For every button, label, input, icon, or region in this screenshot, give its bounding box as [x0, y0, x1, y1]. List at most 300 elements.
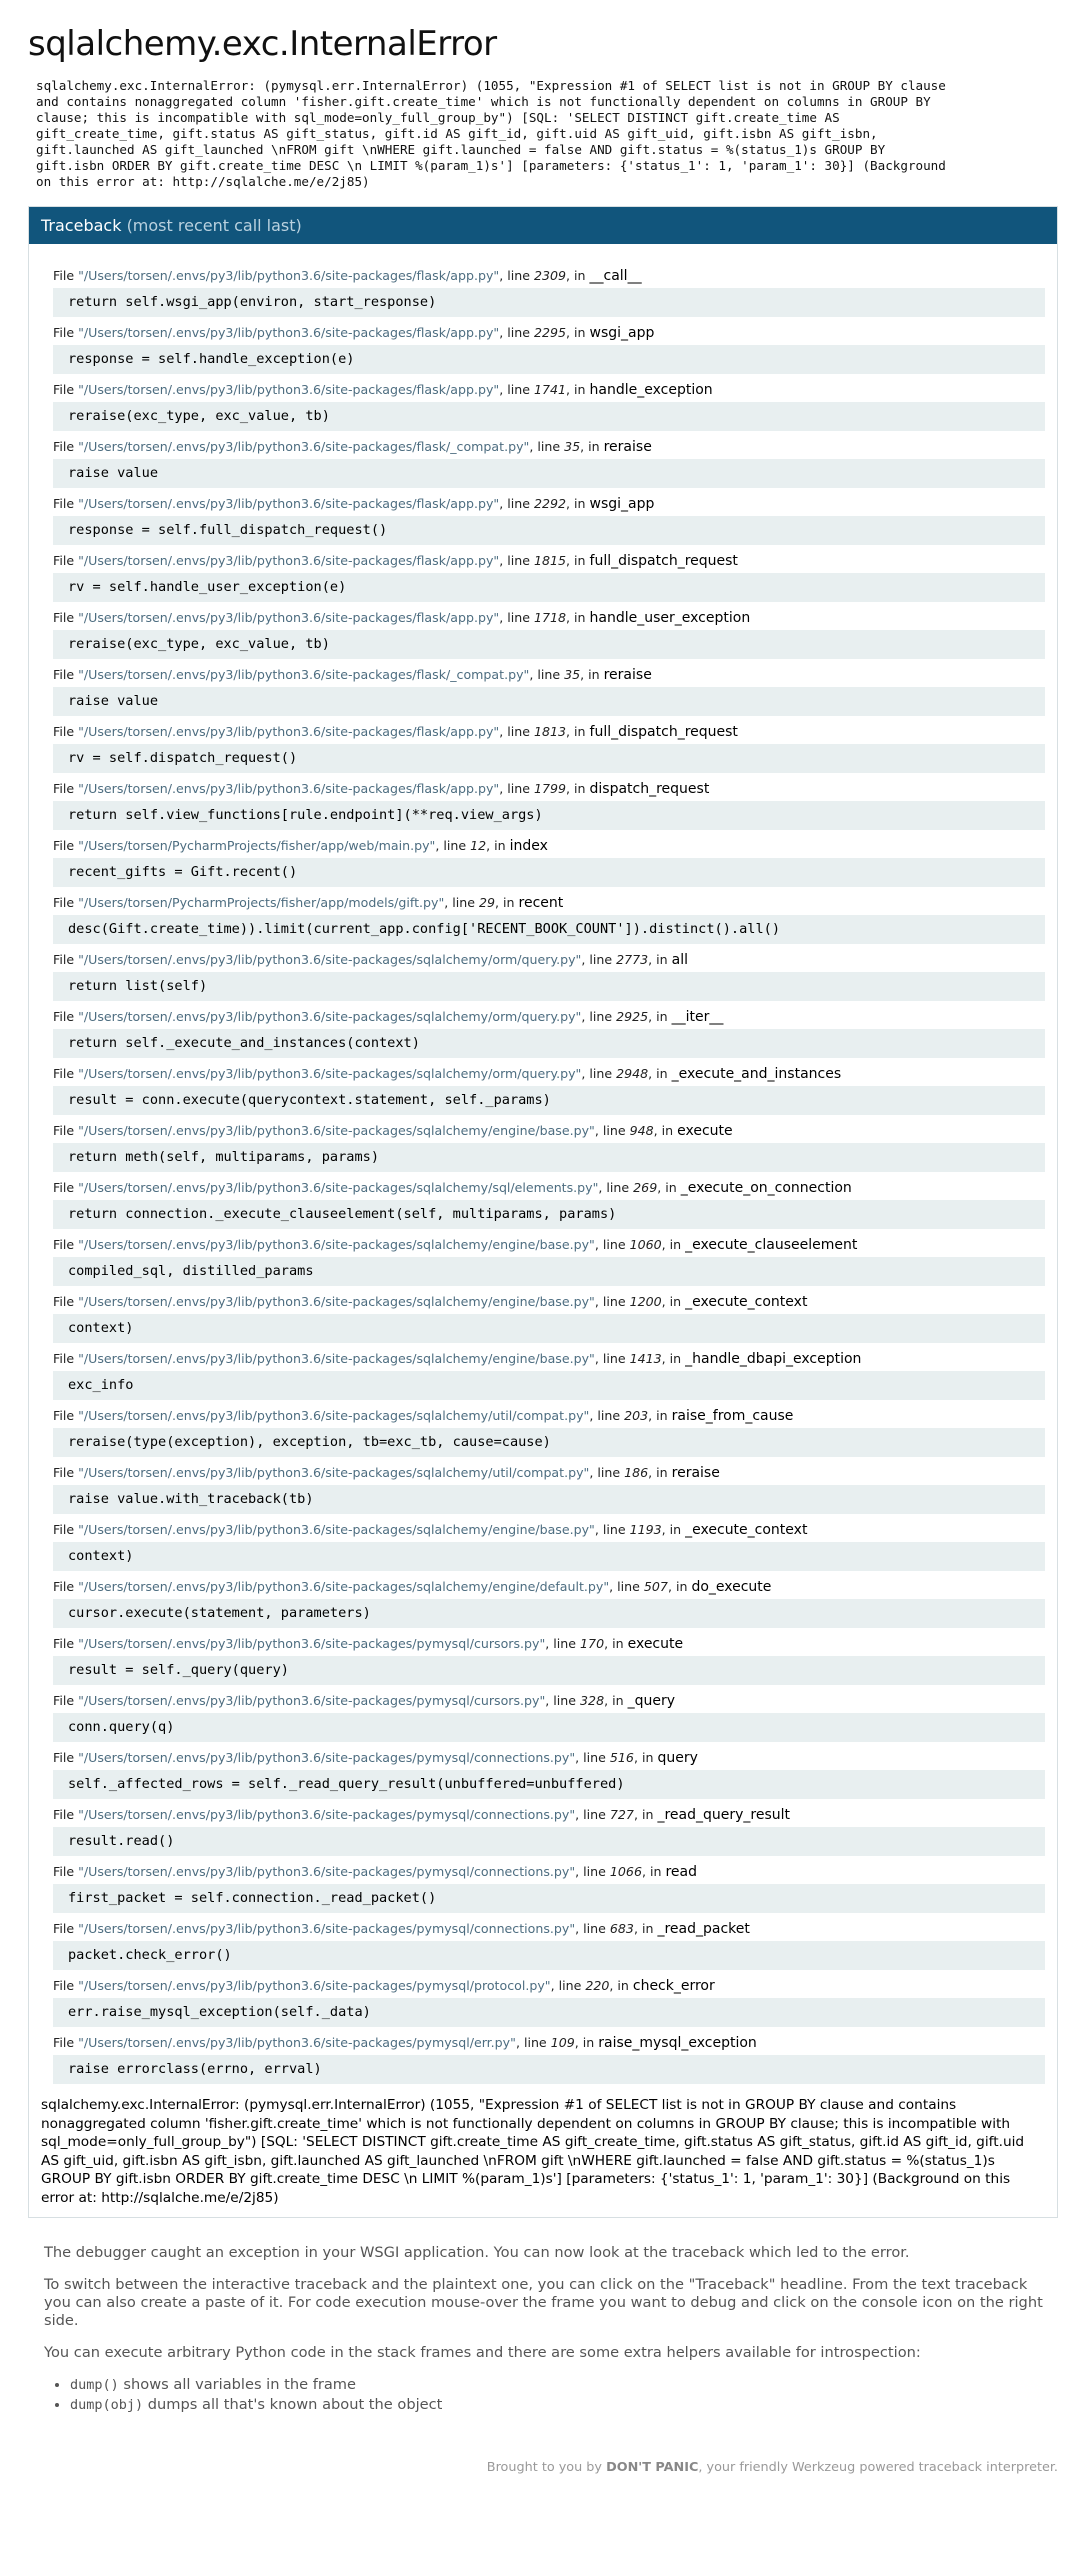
frame-in-prefix: , in [641, 1864, 666, 1879]
frame-filename: "/Users/torsen/.envs/py3/lib/python3.6/site-packages/flask/_compat.py" [78, 439, 530, 454]
frame-line-number: 1413 [629, 1351, 662, 1366]
traceback-frame[interactable] [53, 834, 1045, 887]
frame-header [53, 1689, 1045, 1713]
traceback-frame[interactable] [53, 1290, 1045, 1343]
frame-source-line[interactable]: response = self.full_dispatch_request() [53, 516, 1045, 545]
traceback-panel [28, 206, 1058, 2218]
frame-line-number: 35 [564, 667, 581, 682]
frame-header [53, 1347, 1045, 1371]
frame-header [53, 663, 1045, 687]
frame-header [53, 1746, 1045, 1770]
frame-file-prefix: File [53, 781, 79, 796]
frame-line-prefix: , line [594, 1294, 630, 1309]
frame-file-prefix: File [53, 1123, 79, 1138]
traceback-frame[interactable] [53, 663, 1045, 716]
frame-header [53, 1005, 1045, 1029]
traceback-frame[interactable] [53, 948, 1045, 1001]
frame-line-number: 29 [479, 895, 496, 910]
helper-code: dump(obj) [70, 2397, 144, 2413]
frame-line-prefix: , line [499, 325, 534, 340]
frame-source-line[interactable]: compiled_sql, distilled_params [53, 1257, 1045, 1286]
frame-filename: "/Users/torsen/.envs/py3/lib/python3.6/site-packages/sqlalchemy/util/compat.py" [78, 1465, 590, 1480]
traceback-subtitle: (most recent call last) [126, 216, 302, 235]
error-message: sqlalchemy.exc.InternalError: (pymysql.err.InternalError) (1055, "Expression #1 of SELECT list is not in GROUP BY clause and contains nonaggregated column 'fisher.gift.create_time' which is not functionally dependent on columns in GROUP BY clause; this is incompatible with sql_mode=only_full_group_by") [SQL: 'SELECT DISTINCT gift.create_time AS gift_create_time, gift.status AS gift_status, gift.id AS gift_id, gift.uid AS gift_uid, gift.isbn AS gift_isbn, gift.launched AS gift_launched \nFROM gift \nWHERE gift.launched = false AND gift.status = %(status_1)s GROUP BY gift.isbn ORDER BY gift.create_time DESC \n LIMIT %(param_1)s'] [parameters: {'status_1': 1, 'param_1': 30}] (Background on this error at: http://sqlalche.me/e/2j85) [36, 78, 946, 189]
frame-line-number: 1193 [629, 1522, 662, 1537]
traceback-frame[interactable] [53, 264, 1045, 317]
frame-filename: "/Users/torsen/.envs/py3/lib/python3.6/site-packages/sqlalchemy/engine/default.py" [78, 1579, 610, 1594]
frame-in-prefix: , in [486, 838, 510, 853]
frame-line-number: 109 [550, 2035, 575, 2050]
frame-source-line[interactable]: reraise(exc_type, exc_value, tb) [53, 402, 1045, 431]
frame-line-prefix: , line [589, 1465, 625, 1480]
frame-in-prefix: , in [661, 1522, 686, 1537]
helper-list [44, 2376, 1058, 2414]
frame-source-line[interactable]: return connection._execute_clauseelement(self, multiparams, params) [53, 1200, 1045, 1229]
frame-function-name: _read_packet [657, 1921, 750, 1937]
frame-line-prefix: , line [545, 1693, 581, 1708]
frame-file-prefix: File [53, 1636, 79, 1651]
frame-function-name: _execute_clauseelement [685, 1237, 858, 1253]
frame-line-number: 12 [470, 838, 487, 853]
frame-function-name: read [665, 1864, 697, 1880]
explanation-paragraph-3: You can execute arbitrary Python code in the stack frames and there are some extra helpers available for introspection: [44, 2344, 921, 2361]
frame-in-prefix: , in [566, 325, 590, 340]
frame-file-prefix: File [53, 1693, 79, 1708]
page-title: sqlalchemy.exc.InternalError [28, 24, 497, 64]
frame-line-prefix: , line [499, 553, 534, 568]
traceback-frame[interactable] [53, 1575, 1045, 1628]
traceback-frame[interactable] [53, 1119, 1045, 1172]
traceback-frame[interactable] [53, 1974, 1045, 2027]
frame-in-prefix: , in [648, 1465, 672, 1480]
frame-line-number: 1060 [629, 1237, 662, 1252]
frame-in-prefix: , in [648, 1009, 672, 1024]
frame-header [53, 1290, 1045, 1314]
frame-source-line[interactable]: return list(self) [53, 972, 1045, 1001]
frame-line-prefix: , line [581, 1009, 617, 1024]
frame-in-prefix: , in [566, 781, 590, 796]
traceback-frame[interactable] [53, 777, 1045, 830]
frame-in-prefix: , in [657, 1180, 681, 1195]
traceback-header[interactable] [29, 207, 1057, 244]
traceback-frame[interactable] [53, 1404, 1045, 1457]
frame-filename: "/Users/torsen/PycharmProjects/fisher/app/models/gift.py" [78, 895, 445, 910]
traceback-frame[interactable] [53, 1176, 1045, 1229]
frame-line-number: 2773 [616, 952, 649, 967]
frame-header [53, 321, 1045, 345]
frame-in-prefix: , in [580, 439, 604, 454]
frame-line-number: 203 [624, 1408, 649, 1423]
frame-line-prefix: , line [594, 1123, 630, 1138]
frame-header [53, 606, 1045, 630]
traceback-frame[interactable] [53, 720, 1045, 773]
frame-function-name: _execute_on_connection [680, 1180, 852, 1196]
frame-source-line[interactable]: context) [53, 1542, 1045, 1571]
frame-file-prefix: File [53, 553, 79, 568]
frame-header [53, 1917, 1045, 1941]
frame-file-prefix: File [53, 1522, 79, 1537]
frame-filename: "/Users/torsen/.envs/py3/lib/python3.6/site-packages/pymysql/cursors.py" [78, 1693, 546, 1708]
explanation [28, 2244, 1058, 2414]
frame-source-line[interactable]: self._affected_rows = self._read_query_result(unbuffered=unbuffered) [53, 1770, 1045, 1799]
frame-function-name: dispatch_request [589, 781, 710, 797]
frame-function-name: _handle_dbapi_exception [685, 1351, 862, 1367]
frame-source-line[interactable]: raise value.with_traceback(tb) [53, 1485, 1045, 1514]
frame-file-prefix: File [53, 268, 79, 283]
frame-function-name: index [509, 838, 548, 854]
frame-file-prefix: File [53, 1921, 79, 1936]
traceback-frame[interactable] [53, 1461, 1045, 1514]
frame-filename: "/Users/torsen/.envs/py3/lib/python3.6/site-packages/pymysql/connections.py" [78, 1864, 576, 1879]
frame-line-prefix: , line [550, 1978, 586, 1993]
frame-in-prefix: , in [566, 553, 590, 568]
frame-line-prefix: , line [609, 1579, 644, 1594]
frame-line-number: 516 [609, 1750, 634, 1765]
frame-line-number: 186 [624, 1465, 649, 1480]
frame-source-line[interactable]: rv = self.handle_user_exception(e) [53, 573, 1045, 602]
frame-filename: "/Users/torsen/.envs/py3/lib/python3.6/site-packages/pymysql/connections.py" [78, 1807, 576, 1822]
frame-line-number: 170 [580, 1636, 605, 1651]
frame-function-name: recent [518, 895, 564, 911]
traceback-frame[interactable] [53, 1917, 1045, 1970]
traceback-frame[interactable] [53, 606, 1045, 659]
frame-filename: "/Users/torsen/.envs/py3/lib/python3.6/site-packages/flask/app.py" [78, 553, 500, 568]
frame-file-prefix: File [53, 1579, 79, 1594]
frame-filename: "/Users/torsen/.envs/py3/lib/python3.6/site-packages/sqlalchemy/sql/elements.py" [78, 1180, 599, 1195]
frame-filename: "/Users/torsen/.envs/py3/lib/python3.6/site-packages/flask/app.py" [78, 496, 500, 511]
frame-line-number: 35 [564, 439, 581, 454]
frame-line-number: 2295 [533, 325, 567, 340]
frame-line-prefix: , line [594, 1351, 630, 1366]
frame-source-line[interactable]: conn.query(q) [53, 1713, 1045, 1742]
frame-filename: "/Users/torsen/.envs/py3/lib/python3.6/site-packages/pymysql/connections.py" [78, 1921, 576, 1936]
frame-function-name: reraise [603, 667, 652, 683]
frame-filename: "/Users/torsen/.envs/py3/lib/python3.6/site-packages/sqlalchemy/orm/query.py" [78, 952, 582, 967]
frame-line-prefix: , line [529, 667, 565, 682]
frame-source-line[interactable]: cursor.execute(statement, parameters) [53, 1599, 1045, 1628]
frame-line-prefix: , line [499, 781, 534, 796]
frame-file-prefix: File [53, 1807, 79, 1822]
frame-filename: "/Users/torsen/.envs/py3/lib/python3.6/site-packages/sqlalchemy/engine/base.py" [78, 1237, 595, 1252]
frame-in-prefix: , in [604, 1693, 628, 1708]
explanation-paragraph-1: The debugger caught an exception in your WSGI application. You can now look at the traceback which led to the error. [44, 2244, 910, 2261]
frame-file-prefix: File [53, 724, 79, 739]
frame-header [53, 1518, 1045, 1542]
frame-in-prefix: , in [580, 667, 604, 682]
traceback-frame[interactable] [53, 1518, 1045, 1571]
frame-line-number: 220 [585, 1978, 610, 1993]
frame-line-number: 269 [633, 1180, 658, 1195]
frame-function-name: _execute_context [685, 1522, 808, 1538]
frame-header [53, 948, 1045, 972]
frame-in-prefix: , in [661, 1294, 686, 1309]
frame-line-number: 507 [643, 1579, 668, 1594]
frame-function-name: reraise [671, 1465, 720, 1481]
footer-suffix: , your friendly Werkzeug powered traceback interpreter. [698, 2460, 1058, 2475]
frame-in-prefix: , in [633, 1807, 658, 1822]
frame-function-name: raise_mysql_exception [598, 2035, 757, 2051]
frame-source-line[interactable]: reraise(exc_type, exc_value, tb) [53, 630, 1045, 659]
frame-function-name: _read_query_result [657, 1807, 791, 1823]
frame-function-name: full_dispatch_request [589, 724, 738, 740]
frame-function-name: _execute_context [685, 1294, 808, 1310]
explanation-paragraph-2: To switch between the interactive traceback and the plaintext one, you can click on the "Traceback" headline. From the text traceback you can also create a paste of it. For code execution mouse-over the frame you want to debug and click on the console icon on the right side. [44, 2276, 1043, 2329]
helper-code: dump() [70, 2377, 119, 2393]
frame-line-prefix: , line [435, 838, 471, 853]
frame-line-number: 1813 [533, 724, 567, 739]
traceback-frame[interactable] [53, 1746, 1045, 1799]
frame-source-line[interactable]: raise errorclass(errno, errval) [53, 2055, 1045, 2084]
frame-file-prefix: File [53, 325, 79, 340]
frame-line-number: 727 [609, 1807, 634, 1822]
frame-header [53, 1632, 1045, 1656]
traceback-frame[interactable] [53, 1005, 1045, 1058]
traceback-frame[interactable] [53, 492, 1045, 545]
frame-filename: "/Users/torsen/PycharmProjects/fisher/app/web/main.py" [78, 838, 436, 853]
frame-in-prefix: , in [648, 952, 672, 967]
frame-filename: "/Users/torsen/.envs/py3/lib/python3.6/site-packages/flask/app.py" [78, 382, 500, 397]
frame-line-number: 1741 [533, 382, 567, 397]
frame-header [53, 1974, 1045, 1998]
frame-header [53, 1233, 1045, 1257]
frame-function-name: wsgi_app [589, 496, 655, 512]
frame-line-number: 948 [629, 1123, 654, 1138]
frame-line-prefix: , line [515, 2035, 551, 2050]
frame-function-name: handle_exception [589, 382, 713, 398]
frame-file-prefix: File [53, 667, 79, 682]
traceback-frame[interactable] [53, 435, 1045, 488]
frame-file-prefix: File [53, 496, 79, 511]
frame-in-prefix: , in [648, 1066, 672, 1081]
traceback-frame[interactable] [53, 321, 1045, 374]
frame-line-prefix: , line [444, 895, 480, 910]
frame-header [53, 492, 1045, 516]
frame-line-prefix: , line [598, 1180, 634, 1195]
frame-header [53, 720, 1045, 744]
frame-filename: "/Users/torsen/.envs/py3/lib/python3.6/site-packages/pymysql/err.py" [78, 2035, 516, 2050]
frame-source-line[interactable]: context) [53, 1314, 1045, 1343]
frame-header [53, 1062, 1045, 1086]
traceback-frame[interactable] [53, 1860, 1045, 1913]
frame-function-name: do_execute [691, 1579, 772, 1595]
frame-filename: "/Users/torsen/.envs/py3/lib/python3.6/site-packages/flask/_compat.py" [78, 667, 530, 682]
frame-file-prefix: File [53, 439, 79, 454]
frame-line-number: 328 [580, 1693, 605, 1708]
frame-source-line[interactable]: err.raise_mysql_exception(self._data) [53, 1998, 1045, 2027]
frame-source-line[interactable]: rv = self.dispatch_request() [53, 744, 1045, 773]
frame-line-prefix: , line [575, 1750, 610, 1765]
frame-file-prefix: File [53, 1864, 79, 1879]
frame-in-prefix: , in [661, 1237, 686, 1252]
frame-line-prefix: , line [581, 1066, 617, 1081]
frame-line-number: 2292 [533, 496, 567, 511]
frame-source-line[interactable]: return self.wsgi_app(environ, start_response) [53, 288, 1045, 317]
frame-header [53, 549, 1045, 573]
frame-function-name: __iter__ [671, 1009, 724, 1025]
frame-file-prefix: File [53, 1066, 79, 1081]
frame-source-line[interactable]: reraise(type(exception), exception, tb=exc_tb, cause=cause) [53, 1428, 1045, 1457]
traceback-frame[interactable] [53, 1062, 1045, 1115]
frame-filename: "/Users/torsen/.envs/py3/lib/python3.6/site-packages/flask/app.py" [78, 268, 500, 283]
frame-in-prefix: , in [661, 1351, 686, 1366]
traceback-frame[interactable] [53, 1347, 1045, 1400]
frame-source-line[interactable]: response = self.handle_exception(e) [53, 345, 1045, 374]
footer-prefix: Brought to you by [486, 2460, 607, 2475]
frame-header [53, 834, 1045, 858]
frame-file-prefix: File [53, 382, 79, 397]
frame-function-name: query [657, 1750, 698, 1766]
frame-filename: "/Users/torsen/.envs/py3/lib/python3.6/site-packages/sqlalchemy/engine/base.py" [78, 1294, 595, 1309]
frame-file-prefix: File [53, 895, 79, 910]
frame-header [53, 1176, 1045, 1200]
frame-file-prefix: File [53, 1750, 79, 1765]
frame-function-name: wsgi_app [589, 325, 655, 341]
frame-source-line[interactable]: raise value [53, 459, 1045, 488]
frame-source-line[interactable]: return self.view_functions[rule.endpoint](**req.view_args) [53, 801, 1045, 830]
frame-source-line[interactable]: desc(Gift.create_time)).limit(current_app.config['RECENT_BOOK_COUNT']).distinct().all() [53, 915, 1045, 944]
frame-source-line[interactable]: result = self._query(query) [53, 1656, 1045, 1685]
frame-header [53, 1119, 1045, 1143]
frame-in-prefix: , in [566, 382, 590, 397]
frame-source-line[interactable]: exc_info [53, 1371, 1045, 1400]
frame-source-line[interactable]: return self._execute_and_instances(context) [53, 1029, 1045, 1058]
frame-source-line[interactable]: raise value [53, 687, 1045, 716]
frame-in-prefix: , in [495, 895, 519, 910]
frame-in-prefix: , in [667, 1579, 692, 1594]
frame-filename: "/Users/torsen/.envs/py3/lib/python3.6/site-packages/sqlalchemy/engine/base.py" [78, 1123, 595, 1138]
frame-function-name: _query [627, 1693, 676, 1709]
frame-line-number: 2948 [616, 1066, 649, 1081]
frame-filename: "/Users/torsen/.envs/py3/lib/python3.6/site-packages/flask/app.py" [78, 325, 500, 340]
frame-file-prefix: File [53, 1465, 79, 1480]
frame-line-prefix: , line [529, 439, 565, 454]
frame-line-number: 1815 [533, 553, 567, 568]
frame-in-prefix: , in [633, 1750, 658, 1765]
frame-file-prefix: File [53, 838, 79, 853]
frame-file-prefix: File [53, 952, 79, 967]
frame-header [53, 378, 1045, 402]
frame-line-prefix: , line [499, 610, 534, 625]
frame-line-number: 683 [609, 1921, 634, 1936]
frame-line-prefix: , line [499, 724, 534, 739]
frame-source-line[interactable]: first_packet = self.connection._read_packet() [53, 1884, 1045, 1913]
frame-source-line[interactable]: recent_gifts = Gift.recent() [53, 858, 1045, 887]
frame-in-prefix: , in [633, 1921, 658, 1936]
frame-header [53, 777, 1045, 801]
frame-function-name: reraise [603, 439, 652, 455]
traceback-frame[interactable] [53, 2031, 1045, 2084]
frame-function-name: full_dispatch_request [589, 553, 738, 569]
frame-file-prefix: File [53, 1351, 79, 1366]
frame-in-prefix: , in [566, 268, 590, 283]
traceback-frame[interactable] [53, 378, 1045, 431]
frame-filename: "/Users/torsen/.envs/py3/lib/python3.6/site-packages/sqlalchemy/engine/base.py" [78, 1522, 595, 1537]
frame-line-prefix: , line [594, 1522, 630, 1537]
frame-source-line[interactable]: result = conn.execute(querycontext.statement, self._params) [53, 1086, 1045, 1115]
frame-source-line[interactable]: return meth(self, multiparams, params) [53, 1143, 1045, 1172]
frame-filename: "/Users/torsen/.envs/py3/lib/python3.6/site-packages/flask/app.py" [78, 724, 500, 739]
frame-header [53, 264, 1045, 288]
frame-header [53, 2031, 1045, 2055]
frame-source-line[interactable]: result.read() [53, 1827, 1045, 1856]
traceback-frame[interactable] [53, 891, 1045, 944]
frame-function-name: _execute_and_instances [671, 1066, 842, 1082]
frame-filename: "/Users/torsen/.envs/py3/lib/python3.6/site-packages/pymysql/cursors.py" [78, 1636, 546, 1651]
frame-source-line[interactable]: packet.check_error() [53, 1941, 1045, 1970]
helper-text: shows all variables in the frame [118, 2376, 356, 2393]
frame-header [53, 1860, 1045, 1884]
frame-function-name: raise_from_cause [671, 1408, 794, 1424]
helper-item-dump-obj [70, 2396, 1058, 2414]
frame-filename: "/Users/torsen/.envs/py3/lib/python3.6/site-packages/sqlalchemy/util/compat.py" [78, 1408, 590, 1423]
frame-line-number: 1200 [629, 1294, 662, 1309]
frame-file-prefix: File [53, 1294, 79, 1309]
footer-brand: DON'T PANIC [606, 2460, 699, 2475]
frame-line-number: 1066 [609, 1864, 642, 1879]
frame-in-prefix: , in [566, 610, 590, 625]
frame-function-name: handle_user_exception [589, 610, 751, 626]
frame-in-prefix: , in [609, 1978, 633, 1993]
frame-in-prefix: , in [653, 1123, 678, 1138]
frame-function-name: execute [627, 1636, 684, 1652]
plain-error-message: sqlalchemy.exc.InternalError: (pymysql.err.InternalError) (1055, "Expression #1 of SELECT list is not in GROUP BY clause and contains nonaggregated column 'fisher.gift.create_time' which is not functionally dependent on columns in GROUP BY clause; this is incompatible with sql_mode=only_full_group_by") [SQL: 'SELECT DISTINCT gift.create_time AS gift_create_time, gift.status AS gift_status, gift.id AS gift_id, gift.uid AS gift_uid, gift.isbn AS gift_isbn, gift.launched AS gift_launched \nFROM gift \nWHERE gift.launched = false AND gift.status = %(status_1)s GROUP BY gift.isbn ORDER BY gift.create_time DESC \n LIMIT %(param_1)s'] [parameters: {'status_1': 1, 'param_1': 30}] (Background on this error at: http://sqlalche.me/e/2j85) [41, 2097, 1025, 2206]
frame-header [53, 1803, 1045, 1827]
frame-in-prefix: , in [566, 724, 590, 739]
frame-header [53, 1404, 1045, 1428]
frame-line-prefix: , line [575, 1807, 610, 1822]
frame-file-prefix: File [53, 610, 79, 625]
frame-line-prefix: , line [581, 952, 617, 967]
helper-text: dumps all that's known about the object [143, 2396, 443, 2413]
frame-filename: "/Users/torsen/.envs/py3/lib/python3.6/site-packages/sqlalchemy/engine/base.py" [78, 1351, 595, 1366]
frame-function-name: check_error [632, 1978, 715, 1994]
traceback-title[interactable]: Traceback [41, 216, 122, 235]
frame-file-prefix: File [53, 1978, 79, 1993]
traceback-frame[interactable] [53, 1689, 1045, 1742]
frame-line-prefix: , line [545, 1636, 581, 1651]
frame-header [53, 435, 1045, 459]
frame-line-prefix: , line [575, 1921, 610, 1936]
traceback-frame[interactable] [53, 1803, 1045, 1856]
traceback-frame[interactable] [53, 549, 1045, 602]
frame-in-prefix: , in [566, 496, 590, 511]
frame-header [53, 1575, 1045, 1599]
frame-in-prefix: , in [648, 1408, 672, 1423]
frame-file-prefix: File [53, 2035, 79, 2050]
frame-line-prefix: , line [589, 1408, 625, 1423]
frame-header [53, 1461, 1045, 1485]
frame-function-name: __call__ [589, 268, 642, 284]
frame-filename: "/Users/torsen/.envs/py3/lib/python3.6/site-packages/sqlalchemy/orm/query.py" [78, 1066, 582, 1081]
frame-function-name: all [671, 952, 689, 968]
frame-file-prefix: File [53, 1180, 79, 1195]
footer [28, 2460, 1058, 2475]
frame-line-prefix: , line [575, 1864, 610, 1879]
frame-file-prefix: File [53, 1009, 79, 1024]
frame-list [29, 244, 1057, 2084]
frame-line-number: 1718 [533, 610, 567, 625]
frame-filename: "/Users/torsen/.envs/py3/lib/python3.6/site-packages/pymysql/connections.py" [78, 1750, 576, 1765]
frame-filename: "/Users/torsen/.envs/py3/lib/python3.6/site-packages/flask/app.py" [78, 781, 500, 796]
frame-function-name: execute [677, 1123, 733, 1139]
frame-filename: "/Users/torsen/.envs/py3/lib/python3.6/site-packages/flask/app.py" [78, 610, 500, 625]
traceback-frame[interactable] [53, 1632, 1045, 1685]
frame-file-prefix: File [53, 1237, 79, 1252]
traceback-frame[interactable] [53, 1233, 1045, 1286]
frame-filename: "/Users/torsen/.envs/py3/lib/python3.6/site-packages/sqlalchemy/orm/query.py" [78, 1009, 582, 1024]
frame-line-number: 1799 [533, 781, 567, 796]
frame-line-prefix: , line [594, 1237, 630, 1252]
